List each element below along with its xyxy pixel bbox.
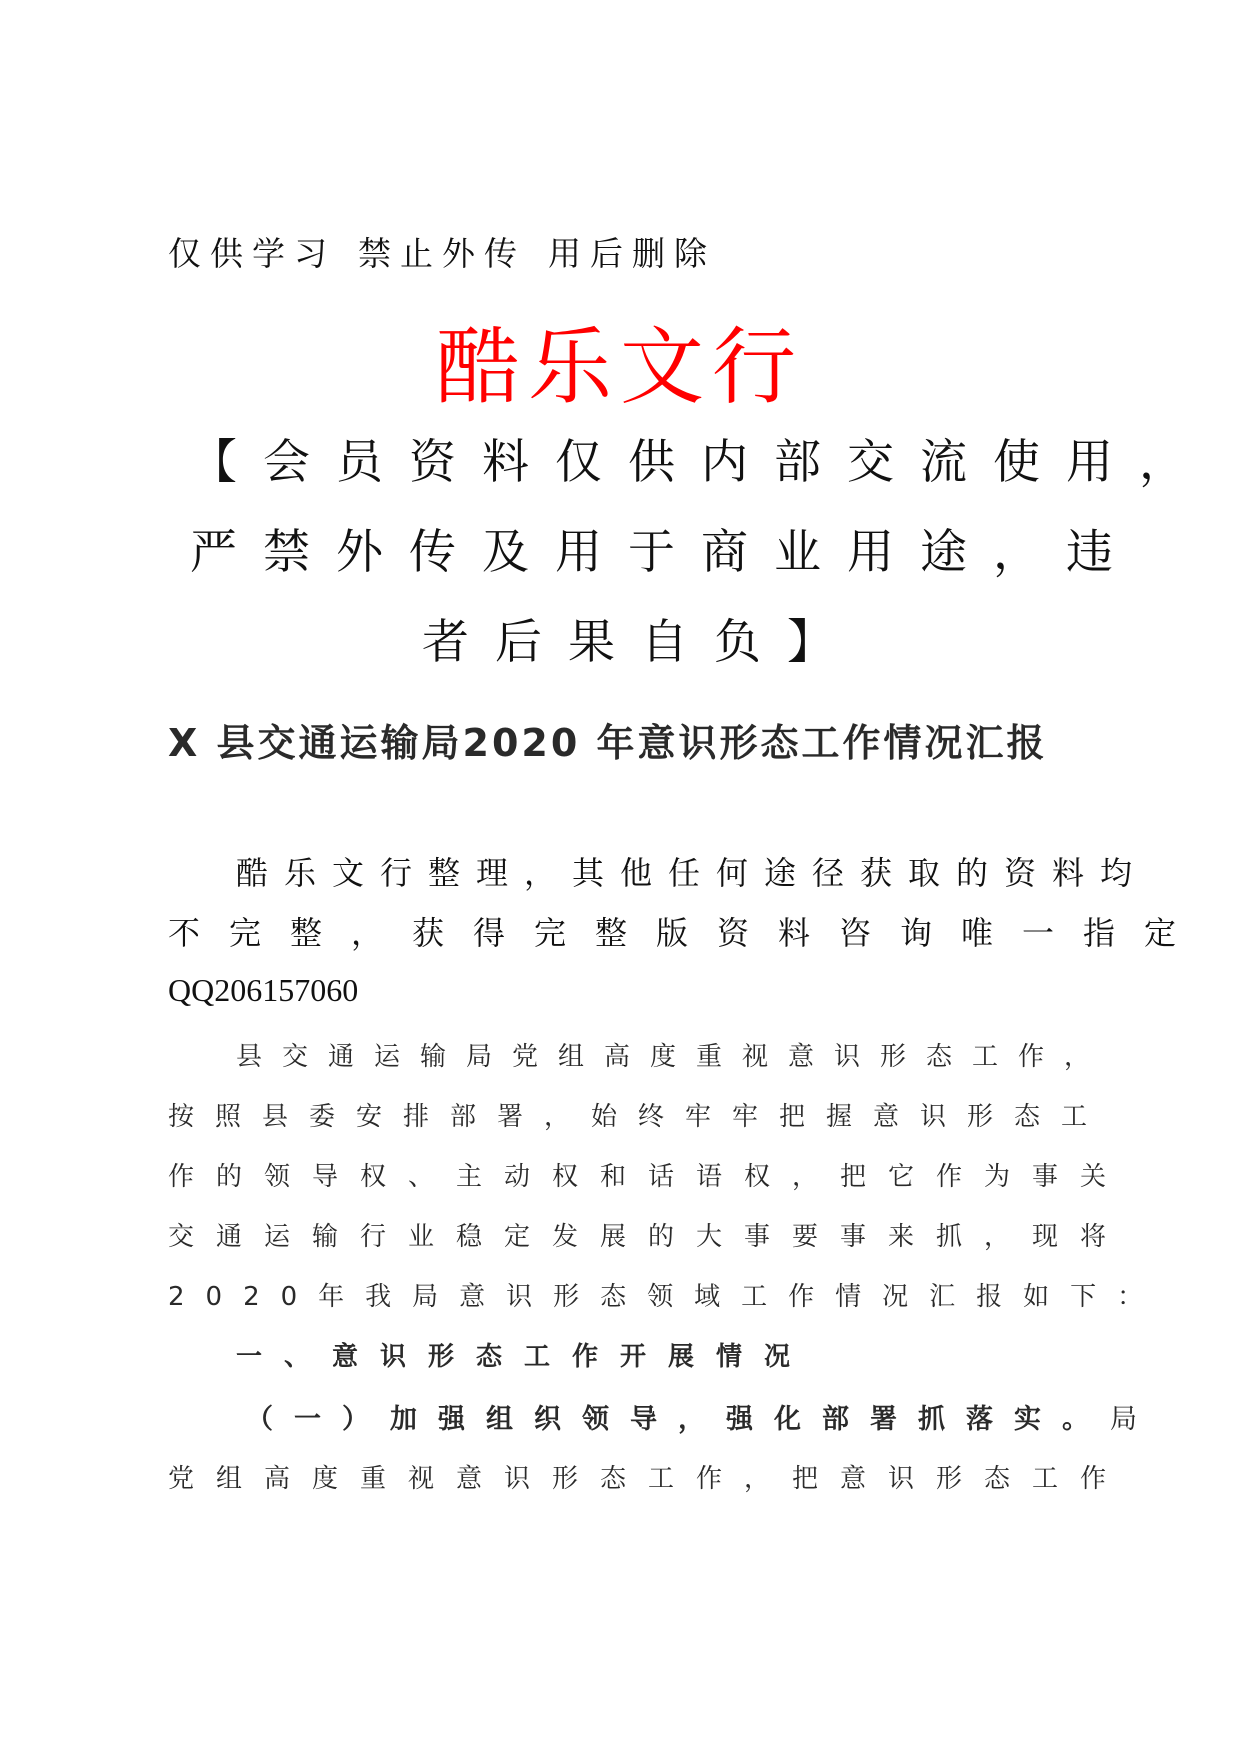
- notice-no-distribution: 禁止外传: [358, 234, 526, 273]
- intro-contact-qq: QQ206157060: [168, 972, 359, 1008]
- body-line-1: 县交通运输局党组高度重视意识形态工作，: [236, 1042, 1111, 1072]
- body-line-4: 交通运输行业稳定发展的大事要事来抓，现将: [168, 1222, 1129, 1252]
- notice-delete-after-use: 用后删除: [548, 234, 716, 273]
- warning-line-1: 【会员资料仅供内部交流使用，: [190, 435, 1212, 490]
- section-heading-1: 一、意识形态工作开展情况: [236, 1342, 813, 1372]
- subsection-text-start: 局: [1110, 1404, 1158, 1435]
- body-line-2: 按照县委安排部署，始终牢牢把握意识形态工: [168, 1102, 1109, 1132]
- body-line-3: 作的领导权、主动权和话语权，把它作为事关: [168, 1162, 1129, 1192]
- intro-line-1: 酷乐文行整理，其他任何途径获取的资料均: [236, 854, 1149, 892]
- subsection-paragraph-start: [246, 1397, 1158, 1436]
- body-line-5: 2020年我局意识形态领域工作情况汇报如下：: [168, 1282, 1165, 1312]
- warning-line-2: 严禁外传及用于商业用途，违: [190, 525, 1139, 580]
- intro-line-2: 不完整，获得完整版资料咨询唯一指定: [168, 914, 1206, 952]
- usage-notice: [168, 228, 1072, 275]
- subsection-heading-1: （一）加强组织领导，强化部署抓落实。: [246, 1404, 1110, 1435]
- body-line-6: 党组高度重视意识形态工作，把意识形态工作: [168, 1464, 1129, 1494]
- document-title: X 县交通运输局2020 年意识形态工作情况汇报: [168, 721, 1048, 765]
- brand-title: 酷乐文行: [435, 318, 804, 416]
- warning-line-3: 者后果自负】: [422, 615, 860, 670]
- notice-study-only: 仅供学习: [168, 234, 336, 273]
